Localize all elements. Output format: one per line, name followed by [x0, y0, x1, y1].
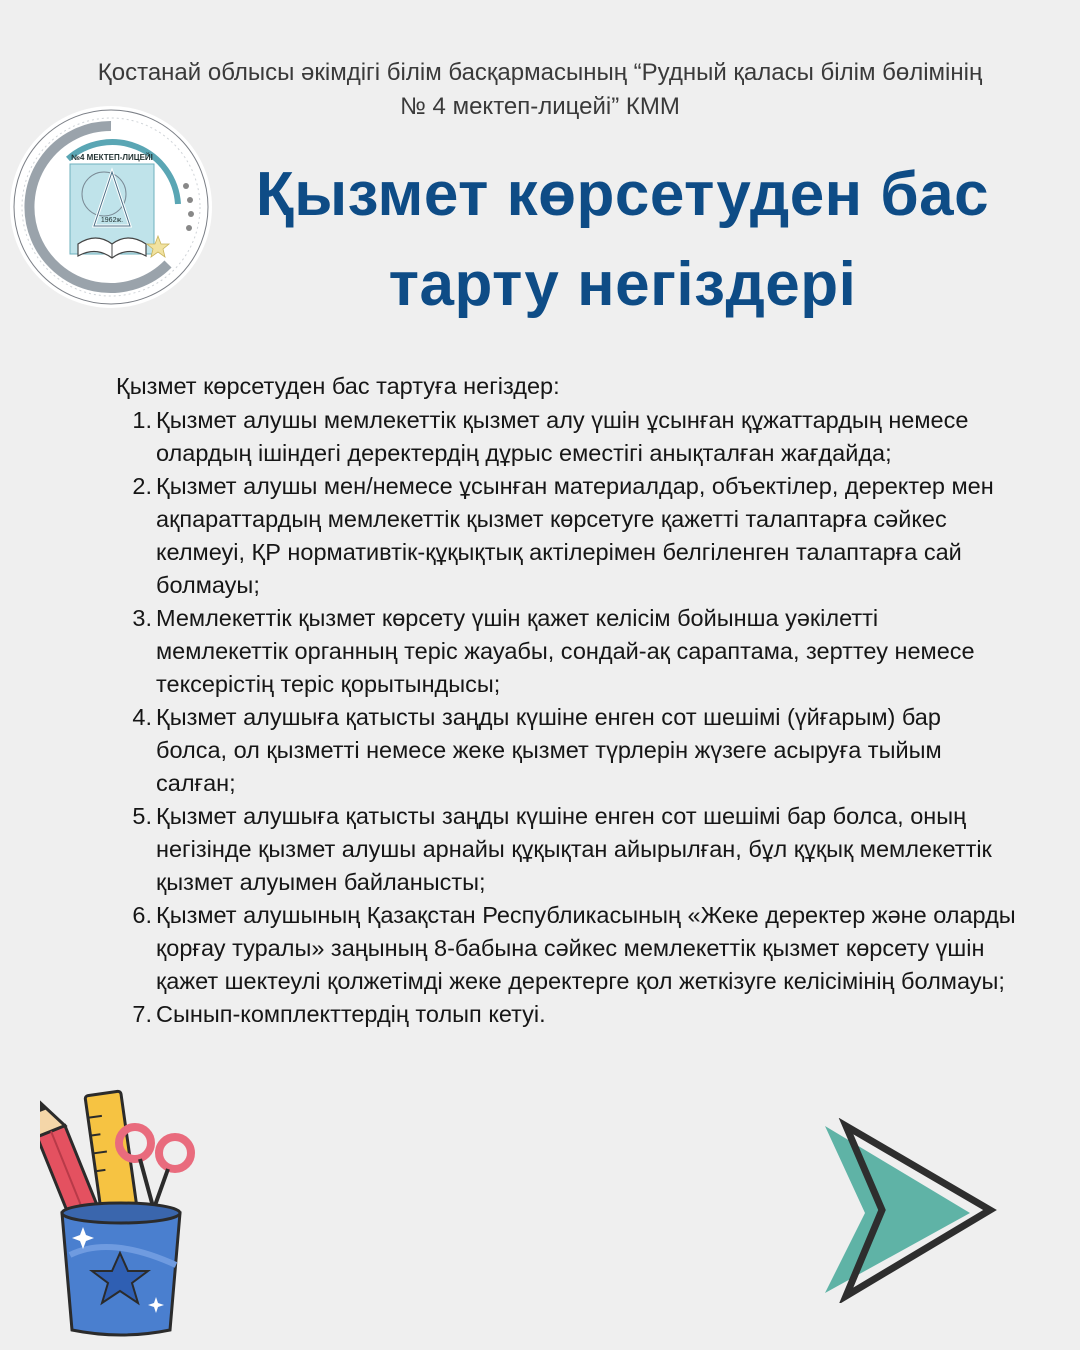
list-item [116, 998, 1016, 1031]
list-item-text: Қызмет алушыға қатысты заңды күшіне енген сот шешімі (үйғарым) бар болса, ол қызметті немесе жеке қызмет түрлерін жүзеге асыруға тыйым салған; [156, 704, 942, 796]
page-title [225, 150, 1020, 330]
list-item-number: 3. [132, 605, 152, 631]
list-item-text: Мемлекеттік қызмет көрсету үшін қажет келісім бойынша уәкілетті мемлекеттік органның теріс жауабы, сондай-ақ сараптама, зерттеу немесе тексерістің теріс қорытындысы; [156, 605, 975, 697]
logo-year: 1962ж. [100, 217, 124, 224]
list-item [116, 800, 1016, 899]
list-item-text: Қызмет алушы мемлекеттік қызмет алу үшін ұсынған құжаттардың немесе олардың ішіндегі деректердің дұрыс еместігі анықталған жағдайда; [156, 407, 969, 466]
list-item-number: 6. [132, 902, 152, 928]
page-title-line-2: тарту негіздері [388, 250, 857, 319]
list-item-number: 5. [132, 803, 152, 829]
reasons-intro: Қызмет көрсетуден бас тартуға негіздер: [116, 373, 560, 399]
list-item-text: Сынып-комплекттердің толып кетуі. [156, 1001, 546, 1027]
list-item-number: 2. [132, 473, 152, 499]
school-logo-icon [8, 104, 214, 310]
list-item [116, 602, 1016, 701]
list-item-number: 7. [132, 1001, 152, 1027]
list-item [116, 899, 1016, 998]
pencil-cup-icon [40, 1085, 215, 1340]
organization-line-1: Қостанай облысы әкімдігі білім басқармасының “Рудный қаласы білім бөлімінің [97, 59, 983, 86]
organization-line-2: № 4 мектеп-лицейі” КММ [400, 93, 680, 120]
logo-emblem-text: №4 МЕКТЕП-ЛИЦЕЙІ [71, 153, 153, 162]
next-arrow-icon [820, 1118, 1005, 1303]
list-item-number: 4. [132, 704, 152, 730]
page-title-line-1: Қызмет көрсетуден бас [255, 160, 990, 229]
list-item [116, 404, 1016, 470]
list-item [116, 701, 1016, 800]
reasons-section [116, 370, 1016, 1031]
reasons-list [116, 404, 1016, 1031]
list-item-text: Қызмет алушы мен/немесе ұсынған материалдар, объектілер, деректер мен ақпараттардың мемлекеттік қызмет көрсетуге қажетті талаптарға сәйкес келмеуі, ҚР нормативтік-құқықтық актілерімен белгіленген талаптарға сай болмауы; [156, 473, 994, 598]
list-item-number: 1. [132, 407, 152, 433]
list-item-text: Қызмет алушыға қатысты заңды күшіне енген сот шешімі бар болса, оның негізінде қызмет алушы арнайы құқықтан айырылған, бұл құқық мемлекеттік қызмет алуымен байланысты; [156, 803, 992, 895]
list-item [116, 470, 1016, 602]
list-item-text: Қызмет алушының Қазақстан Республикасының «Жеке деректер және оларды қорғау туралы» заңының 8-бабына сәйкес мемлекеттік қызмет көрсету үшін қажет шектеулі қолжетімді жеке деректерге қол жеткізуге келісімінің болмауы; [156, 902, 1016, 994]
